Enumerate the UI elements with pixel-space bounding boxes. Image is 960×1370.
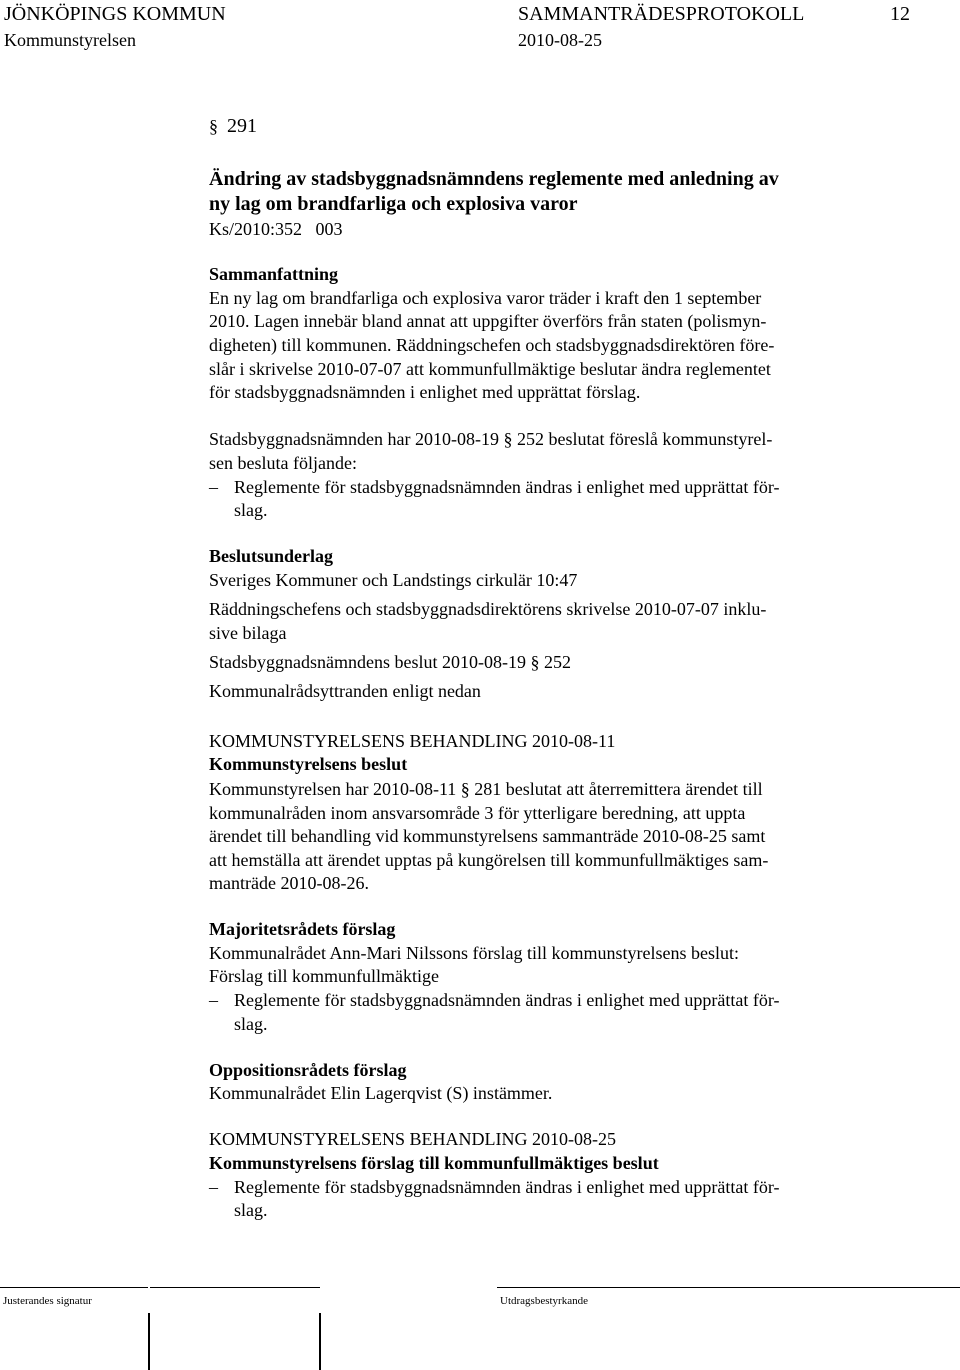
paragraph-symbol: §	[209, 116, 218, 136]
treatment-line: ärendet till behandling vid kommunstyrelsens sammanträde 2010-08-25 samt	[209, 826, 766, 846]
treatment-line: Kommunstyrelsen har 2010-08-11 § 281 beslutat att återremittera ärendet till	[209, 779, 763, 799]
basis-item-cont: sive bilaga	[209, 623, 287, 643]
paragraph-symbol: §	[460, 779, 470, 799]
dash-bullet: –	[209, 1177, 218, 1197]
section-title-line-2: ny lag om brandfarliga och explosiva varor	[209, 193, 578, 215]
basis-item: Kommunalrådsyttranden enligt nedan	[209, 681, 481, 701]
treatment-line: manträde 2010-08-26.	[209, 873, 369, 893]
treatment-line: att hemställa att ärendet upptas på kungörelsen till kommunfullmäktiges sam-	[209, 850, 769, 870]
footer-certification-label: Utdragsbestyrkande	[500, 1295, 588, 1307]
summary-line: En ny lag om brandfarliga och explosiva varor träder i kraft den 1 september	[209, 288, 762, 308]
dash-bullet: –	[209, 477, 218, 497]
treatment-heading: KOMMUNSTYRELSENS BEHANDLING 2010-08-11	[209, 731, 616, 751]
footer-rule-right	[497, 1287, 960, 1288]
footer-signature-label: Justerandes signatur	[3, 1295, 92, 1307]
treatment-subheading: Kommunstyrelsens beslut	[209, 754, 408, 774]
summary-line: 2010. Lagen innebär bland annat att uppgifter överförs från staten (polismyn-	[209, 311, 767, 331]
treatment-line: kommunalråden inom ansvarsområde 3 för ytterligare beredning, att uppta	[209, 803, 746, 823]
signature-box-divider	[319, 1313, 321, 1370]
treatment-subheading: Kommunstyrelsens förslag till kommunfullmäktiges beslut	[209, 1153, 659, 1173]
basis-item: Sveriges Kommuner och Landstings cirkulär 10:47	[209, 570, 578, 590]
header-org: JÖNKÖPINGS KOMMUN	[4, 3, 226, 25]
majority-line: Förslag till kommunfullmäktige	[209, 966, 439, 986]
summary-heading: Sammanfattning	[209, 264, 339, 284]
case-reference: Ks/2010:352 003	[209, 219, 343, 239]
majority-line: Kommunalrådet Ann-Mari Nilssons förslag till kommunstyrelsens beslut:	[209, 943, 739, 963]
paragraph-symbol: §	[530, 652, 540, 672]
footer-rule-left	[0, 1287, 148, 1288]
signature-box-divider	[148, 1313, 150, 1370]
summary-line: för stadsbyggnadsnämnden i enlighet med upprättat förslag.	[209, 382, 641, 402]
section-number: § 291	[209, 115, 257, 137]
sbn-decision-line: Stadsbyggnadsnämnden har 2010-08-19 § 252 beslutat föreslå kommunstyrel-	[209, 429, 773, 449]
summary-line: digheten) till kommunen. Räddningschefen och stadsbyggnadsdirektören före-	[209, 335, 775, 355]
header-doc-type: SAMMANTRÄDESPROTOKOLL	[518, 3, 805, 25]
treatment-heading: KOMMUNSTYRELSENS BEHANDLING 2010-08-25	[209, 1129, 616, 1149]
opposition-heading: Oppositionsrådets förslag	[209, 1060, 407, 1080]
majority-heading: Majoritetsrådets förslag	[209, 919, 396, 939]
basis-item: Räddningschefens och stadsbyggnadsdirektörens skrivelse 2010-07-07 inklu-	[209, 599, 767, 619]
opposition-line: Kommunalrådet Elin Lagerqvist (S) instämmer.	[209, 1083, 553, 1103]
dash-bullet: –	[209, 990, 218, 1010]
header-body: Kommunstyrelsen	[4, 30, 136, 50]
sbn-decision-line-2: sen besluta följande:	[209, 453, 357, 473]
summary-line: slår i skrivelse 2010-07-07 att kommunfullmäktige beslutar ändra reglementet	[209, 359, 771, 379]
header-page-number: 12	[890, 3, 910, 25]
header-date: 2010-08-25	[518, 30, 602, 50]
basis-item: Stadsbyggnadsnämndens beslut 2010-08-19 § 252	[209, 652, 571, 672]
paragraph-symbol: §	[503, 429, 513, 449]
footer-rule-left-2	[150, 1287, 320, 1288]
section-title-line-1: Ändring av stadsbyggnadsnämndens reglemente med anledning av	[209, 168, 779, 190]
basis-heading: Beslutsunderlag	[209, 546, 334, 566]
